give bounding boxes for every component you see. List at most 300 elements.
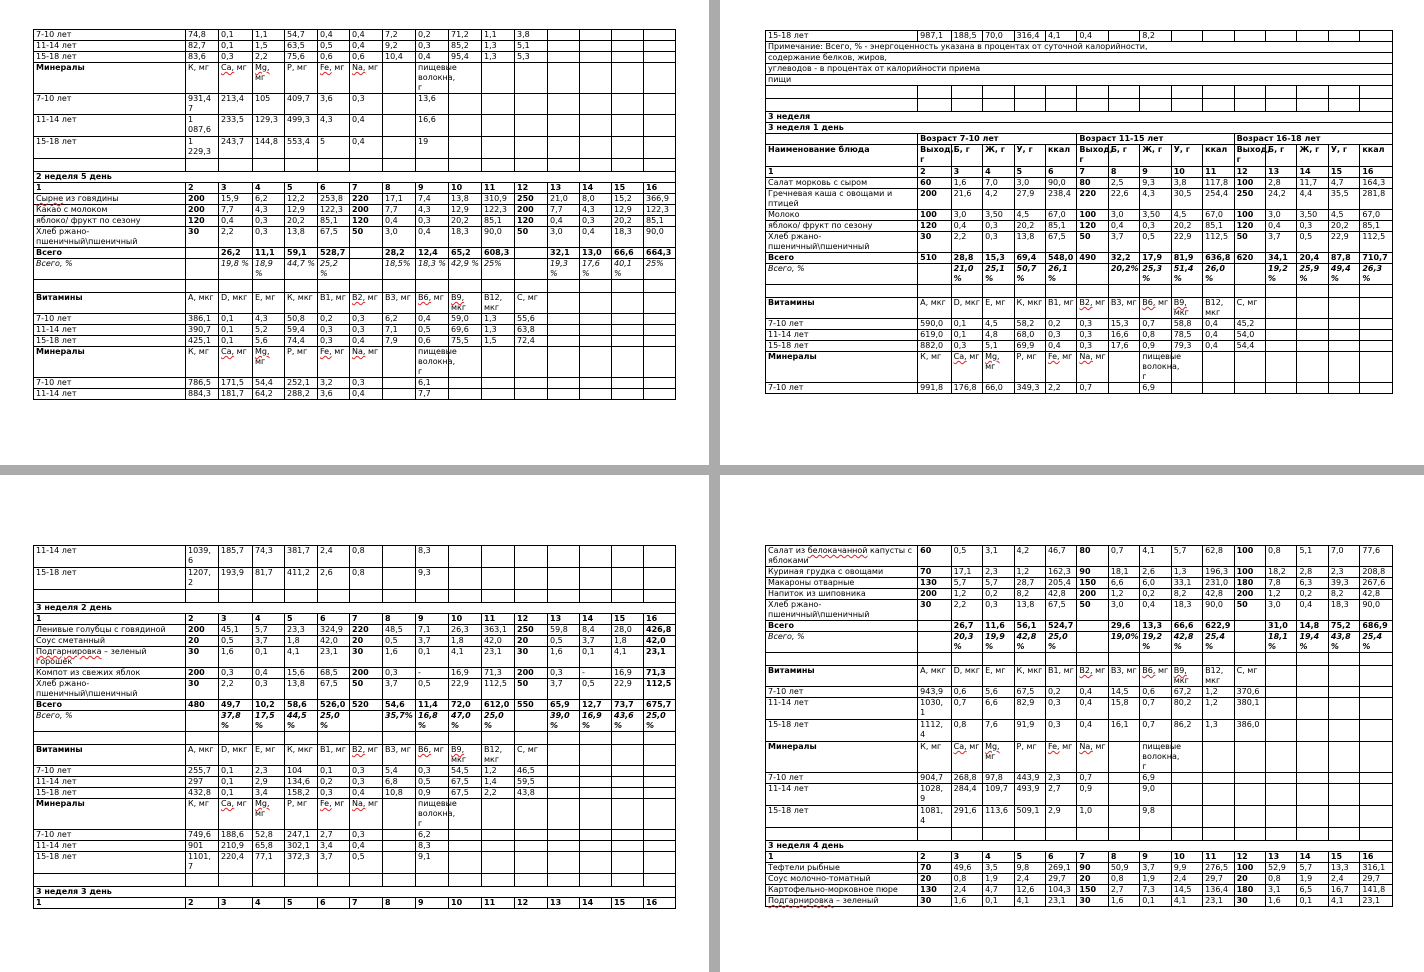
table-cell: 49,6 (951, 863, 982, 874)
table-cell (515, 546, 548, 568)
table-cell: 3 (219, 183, 253, 194)
table-cell: 75,5 (449, 336, 482, 347)
table-cell: 0,3 (1077, 330, 1108, 341)
table-cell: 200 (186, 205, 219, 216)
table-cell: Напиток из шиповника (766, 589, 918, 600)
table-cell (383, 378, 416, 389)
table-cell: 0,2 (318, 314, 350, 325)
table-cell (1140, 285, 1171, 298)
table-cell: 67,5 (1045, 232, 1076, 253)
table-cell (1045, 99, 1076, 112)
table-cell: 0,6 (416, 336, 449, 347)
table-cell (449, 732, 482, 745)
table-cell: 30 (350, 647, 383, 668)
table-cell: 28,2 (383, 248, 416, 259)
table-cell (219, 590, 253, 603)
table-cell (186, 711, 219, 732)
table-cell (219, 280, 253, 293)
table-cell (1360, 319, 1393, 330)
table-cell: 4,1 (1014, 896, 1045, 907)
day-title-row (766, 841, 1393, 852)
table-cell: 68,5 (318, 668, 350, 679)
table-cell: В3, мг (383, 745, 416, 766)
table-cell (1297, 666, 1328, 687)
table-cell: 19,3 % (548, 259, 580, 280)
table-cell: 493,9 (1014, 784, 1045, 806)
table-cell: 3,0 (383, 227, 416, 248)
table-cell (1108, 784, 1139, 806)
table-cell (186, 280, 219, 293)
table-cell: 20,2 (1328, 221, 1359, 232)
table-cell (1234, 742, 1265, 773)
table-cell: 0,1 (219, 788, 253, 799)
table-cell: 5,4 (383, 766, 416, 777)
table-cell: 15,9 (219, 194, 253, 205)
table-cell (580, 115, 612, 137)
table-cell (219, 874, 253, 887)
table-cell: 22,9 (1328, 232, 1359, 253)
table-cell (644, 293, 676, 314)
table-cell (1328, 687, 1359, 698)
table-cell: 1 (34, 898, 186, 909)
table-cell (34, 874, 186, 887)
table-cell: У, г (1171, 145, 1202, 167)
table-cell: 8,0 (580, 194, 612, 205)
table-cell: D, мкг (219, 745, 253, 766)
table-cell: 18,5% (383, 259, 416, 280)
table-cell (1328, 352, 1359, 383)
table-cell: Минералы (766, 352, 918, 383)
table-cell: 548,0 (1045, 253, 1076, 264)
table-cell: 6,9 (1140, 383, 1171, 394)
table-cell: 786,5 (186, 378, 219, 389)
table-cell: 82,9 (1014, 698, 1045, 720)
table-cell (482, 378, 515, 389)
table-cell (1234, 784, 1265, 806)
table-cell: 0,4 (350, 30, 383, 41)
table-cell: 17,5 % (253, 711, 285, 732)
table-cell: 250 (515, 625, 548, 636)
table-cell: Соус сметанный (34, 636, 186, 647)
table-cell: 17,1 (951, 567, 982, 578)
table-cell: 30 (186, 679, 219, 700)
table-row (34, 52, 676, 63)
table-cell: 1,6 (951, 896, 982, 907)
table-cell: В9, мкг (449, 293, 482, 314)
table-cell (580, 325, 612, 336)
table-row (766, 773, 1393, 784)
table-cell: 29,7 (1045, 874, 1076, 885)
table-row (34, 325, 676, 336)
table-cell: 20 (186, 636, 219, 647)
table-cell: 0,2 (1045, 319, 1076, 330)
table-cell (644, 874, 676, 887)
table-cell: 5,7 (951, 578, 982, 589)
table-cell: Е, мг (983, 298, 1014, 319)
table-cell (383, 546, 416, 568)
table-cell: 553,4 (285, 137, 318, 159)
table-cell: 2,9 (1045, 806, 1076, 828)
table-cell: 0,4 (253, 668, 285, 679)
table-cell (350, 159, 383, 172)
table-cell: 1,5 (482, 336, 515, 347)
table-cell: 608,3 (482, 248, 515, 259)
table-cell: 122,3 (482, 205, 515, 216)
table-cell (644, 546, 676, 568)
table-cell (644, 788, 676, 799)
table-row (766, 874, 1393, 885)
table-cell (644, 378, 676, 389)
table-cell: 112,5 (1203, 232, 1234, 253)
table-cell: 11 (482, 183, 515, 194)
table-cell: 18,1 % (1266, 632, 1297, 653)
table-cell (416, 732, 449, 745)
table-cell: В3, мг (383, 293, 416, 314)
table-cell: 0,4 (416, 314, 449, 325)
table-cell: 0,3 (318, 788, 350, 799)
table-cell: 2 (918, 167, 951, 178)
table-cell: 180 (1234, 885, 1265, 896)
table-cell: 85,1 (644, 216, 676, 227)
table-cell: 3 (951, 852, 982, 863)
table-row (34, 766, 676, 777)
table-cell: 14 (580, 898, 612, 909)
table-cell: 0,4 (350, 336, 383, 347)
table-cell: 200 (186, 194, 219, 205)
table-cell: 0,1 (580, 647, 612, 668)
table-cell: 26,1 % (1045, 264, 1076, 285)
table-cell (1077, 99, 1108, 112)
table-cell (1266, 720, 1297, 742)
table-cell: 30 (515, 647, 548, 668)
table-cell (1140, 99, 1171, 112)
table-cell: 85,1 (318, 216, 350, 227)
table-cell: 3,7 (383, 679, 416, 700)
table-cell (983, 285, 1014, 298)
table-cell: В12, мкг (482, 293, 515, 314)
table-row (34, 898, 676, 909)
table-cell (1014, 99, 1045, 112)
table-cell: 54,6 (383, 700, 416, 711)
table-cell: 21,0 % (951, 264, 982, 285)
table-cell: 4,3 (580, 205, 612, 216)
table-row (766, 210, 1393, 221)
table-cell: 7 (1077, 167, 1108, 178)
table-cell: 75,2 (1328, 621, 1359, 632)
table-cell: 432,8 (186, 788, 219, 799)
table-cell (482, 732, 515, 745)
table-cell: 0,5 (416, 679, 449, 700)
table-cell (285, 874, 318, 887)
table-cell: Е, мг (253, 745, 285, 766)
table-cell: 100 (1234, 178, 1265, 189)
table-cell: 60 (918, 178, 951, 189)
table-cell: 18,3 % (416, 259, 449, 280)
table-cell: 4 (253, 183, 285, 194)
table-cell: 25,9 % (1297, 264, 1328, 285)
table-cell: 0,4 (350, 41, 383, 52)
table-cell (515, 389, 548, 400)
table-cell: 10 (449, 183, 482, 194)
table-cell: 16 (1360, 852, 1393, 863)
table-cell (482, 568, 515, 590)
table-cell: 16,9 (612, 668, 644, 679)
table-cell: 10,8 (383, 788, 416, 799)
table-cell (1266, 86, 1297, 99)
table-cell: 130 (918, 885, 951, 896)
table-cell: 0,3 (580, 216, 612, 227)
table-cell (1297, 383, 1328, 394)
table-row (34, 636, 676, 647)
table-cell: 12,9 (449, 205, 482, 216)
table-cell: 18,3 (1171, 600, 1202, 621)
table-cell: 60 (918, 546, 951, 567)
table-cell: 3,0 (1266, 600, 1297, 621)
table-cell: 0,5 (318, 41, 350, 52)
table-cell: В1, мг (318, 745, 350, 766)
table-cell: 0,3 (318, 325, 350, 336)
table-cell: 14,5 (1108, 687, 1139, 698)
table-cell: 12 (515, 614, 548, 625)
table-cell: 0,4 (350, 788, 383, 799)
table-cell: 1,3 (482, 314, 515, 325)
table-cell: 6,5 (1297, 885, 1328, 896)
table-cell: 87,8 (1328, 253, 1359, 264)
table-cell: 90,0 (1045, 178, 1076, 189)
table-cell: 550 (515, 700, 548, 711)
table-cell: 9,0 (1140, 784, 1171, 806)
table-cell: 931,4 7 (186, 94, 219, 115)
table-cell (1171, 828, 1202, 841)
table-cell (515, 347, 548, 378)
table-cell: 16,8 % (416, 711, 449, 732)
table-cell (1360, 285, 1393, 298)
table-cell: 23,1 (318, 647, 350, 668)
table-cell: 7,3 (1140, 885, 1171, 896)
table-cell (580, 788, 612, 799)
table-cell: 25,0 % (1045, 632, 1076, 653)
table-cell (482, 94, 515, 115)
table-cell: 19,2 % (1140, 632, 1171, 653)
table-cell: Компот из свежих яблок (34, 668, 186, 679)
table-cell (34, 159, 186, 172)
table-cell (1203, 653, 1234, 666)
table-cell (350, 259, 383, 280)
table-cell: 117,8 (1203, 178, 1234, 189)
table-cell: 3 (219, 898, 253, 909)
table-cell: 13,3 (1140, 621, 1171, 632)
table-cell: 50,7 % (1014, 264, 1045, 285)
table-cell: 0,4 (1045, 341, 1076, 352)
table-cell (1360, 666, 1393, 687)
table-cell (449, 159, 482, 172)
table-cell: 7-10 лет (34, 766, 186, 777)
table-cell: 2 (186, 183, 219, 194)
table-row (766, 896, 1393, 907)
table-cell (482, 137, 515, 159)
table-cell: 0,2 (318, 777, 350, 788)
table-cell: 0,3 (219, 668, 253, 679)
table-cell (548, 777, 580, 788)
table-cell: 1,0 (1077, 806, 1108, 828)
day-title: 3 неделя 2 день (34, 603, 676, 614)
table-cell: 0,2 (416, 30, 449, 41)
table-cell: 5,6 (983, 687, 1014, 698)
table-cell (580, 336, 612, 347)
table-cell (1297, 653, 1328, 666)
table-cell (1014, 86, 1045, 99)
table-cell: 15-18 лет (34, 137, 186, 159)
table-cell: 3,6 (318, 389, 350, 400)
table-cell: 18,3 (449, 227, 482, 248)
table-cell: 67,5 (1014, 687, 1045, 698)
note-row (766, 53, 1393, 64)
table-cell: 42,8 (1045, 589, 1076, 600)
table-cell: 86,2 (1171, 720, 1202, 742)
table-cell (1360, 330, 1393, 341)
table-cell: 44,7 % (285, 259, 318, 280)
table-cell: 4 (983, 167, 1014, 178)
table-cell (644, 568, 676, 590)
table-cell: 10 (1171, 167, 1202, 178)
table-cell (1014, 285, 1045, 298)
table-cell: 75,6 (285, 52, 318, 63)
table-cell: 34,1 (1266, 253, 1297, 264)
table-cell (1108, 285, 1139, 298)
table-cell: 43,8 % (1328, 632, 1359, 653)
table-row (766, 698, 1393, 720)
note-text: пищи (766, 75, 1393, 86)
table-cell: 0,4 (318, 30, 350, 41)
table-cell (1203, 784, 1234, 806)
table-cell (1171, 383, 1202, 394)
table-cell: Р, мг (1014, 352, 1045, 383)
table-cell: 3,1 (1266, 885, 1297, 896)
table-cell: 13 (1266, 167, 1297, 178)
table-cell: 622,9 (1203, 621, 1234, 632)
table-cell: Картофельно-морковное пюре (766, 885, 918, 896)
table-cell (416, 590, 449, 603)
table-cell (548, 766, 580, 777)
table-cell (383, 347, 416, 378)
table-cell (1328, 742, 1359, 773)
table-row (766, 567, 1393, 578)
table-cell: 590,0 (918, 319, 951, 330)
table-cell: 8,4 (580, 625, 612, 636)
table-cell: 104,3 (1045, 885, 1076, 896)
table-cell (918, 653, 951, 666)
table-cell (515, 259, 548, 280)
table-cell: 710,7 (1360, 253, 1393, 264)
table-cell (1108, 383, 1139, 394)
table-cell (1266, 352, 1297, 383)
table-cell: 17,6 (1108, 341, 1139, 352)
table-cell: 120 (515, 216, 548, 227)
table-row (766, 383, 1393, 394)
table-row (766, 264, 1393, 285)
table-cell: 5,3 (515, 52, 548, 63)
table-cell: 15-18 лет (34, 788, 186, 799)
note-row (766, 64, 1393, 75)
table-cell (1234, 31, 1265, 42)
table-cell: 15-18 лет (34, 852, 186, 874)
table-cell: 324,9 (318, 625, 350, 636)
table-cell: 15-18 лет (766, 341, 918, 352)
table-cell: 112,5 (482, 679, 515, 700)
table-cell: 2,6 (1140, 567, 1171, 578)
table-cell: - (580, 668, 612, 679)
table-cell: 26,2 (219, 248, 253, 259)
table-cell (580, 799, 612, 830)
table-cell: 7,4 (416, 194, 449, 205)
table-cell: 7 (350, 898, 383, 909)
table-cell: 141,8 (1360, 885, 1393, 896)
table-cell: 47,0 % (449, 711, 482, 732)
table-cell (383, 568, 416, 590)
table-cell: 13,8 (449, 194, 482, 205)
table-cell: 171,5 (219, 378, 253, 389)
table-cell: 12 (1234, 167, 1265, 178)
table-cell (1171, 31, 1202, 42)
table-cell (350, 874, 383, 887)
table-cell: 65,2 (449, 248, 482, 259)
table-cell (1203, 828, 1234, 841)
table-cell: Выход, г (1077, 145, 1108, 167)
table-cell: 112,5 (1360, 232, 1393, 253)
table-cell: Fe, мг (318, 347, 350, 378)
table-cell: 19,0% (1108, 632, 1139, 653)
table-cell: 0,5 (1140, 232, 1171, 253)
table-cell (548, 52, 580, 63)
table-cell: Fe, мг (318, 799, 350, 830)
table-cell: 158,2 (285, 788, 318, 799)
table-cell (548, 799, 580, 830)
table-cell: 386,1 (186, 314, 219, 325)
table-cell (612, 777, 644, 788)
table-cell: 0,8 (350, 568, 383, 590)
table-cell (548, 874, 580, 887)
table-row (34, 227, 676, 248)
table-cell: 28,8 (951, 253, 982, 264)
table-cell: Молоко (766, 210, 918, 221)
table-cell: 200 (1234, 589, 1265, 600)
table-cell: 6,1 (416, 378, 449, 389)
table-cell: 991,8 (918, 383, 951, 394)
table-cell (482, 280, 515, 293)
table-cell: 27,9 (1014, 189, 1045, 210)
table-cell (1328, 31, 1359, 42)
table-cell: 3,0 (1108, 210, 1139, 221)
table-row (34, 679, 676, 700)
table-cell (34, 590, 186, 603)
table-cell: 1,3 (1171, 567, 1202, 578)
table-cell: 23,1 (644, 647, 676, 668)
table-cell: 0,9 (1140, 341, 1171, 352)
table-cell: Всего, % (766, 632, 918, 653)
table-row (34, 546, 676, 568)
table-cell (383, 799, 416, 830)
table-cell: 0,3 (416, 766, 449, 777)
table-cell: 3,1 (983, 546, 1014, 567)
table-cell (580, 546, 612, 568)
table-cell (1360, 653, 1393, 666)
table-row (34, 668, 676, 679)
table-cell (644, 52, 676, 63)
table-cell: 58,8 (1171, 319, 1202, 330)
table-cell (253, 732, 285, 745)
table-cell: 0,4 (219, 216, 253, 227)
table-cell: 11-14 лет (34, 777, 186, 788)
